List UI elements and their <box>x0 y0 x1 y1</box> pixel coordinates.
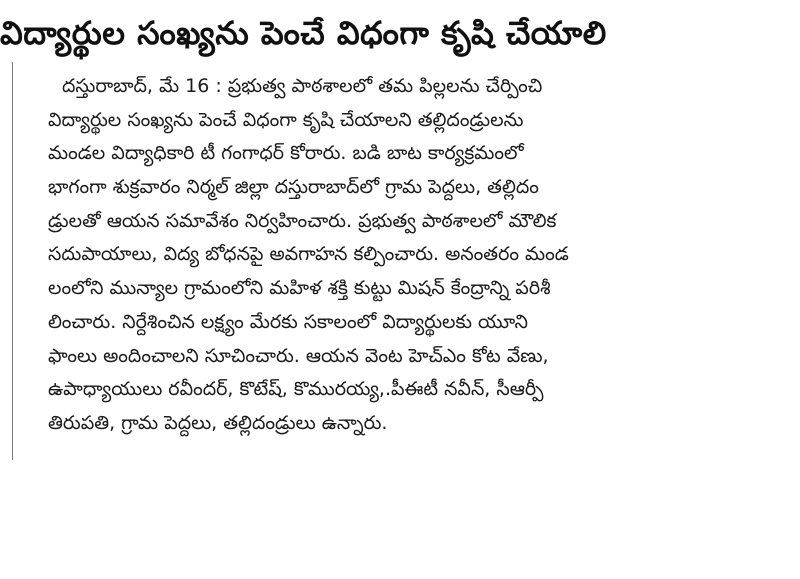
article-headline: విద్యార్థుల సంఖ్యను పెంచే విధంగా కృషి చేయాలి <box>0 14 607 52</box>
column-divider <box>12 62 13 460</box>
body-line-10: ఉపాధ్యాయులు రవీందర్, కొటేష్, కొమురయ్య,.పీఈటీ నవీన్, సీఆర్పీ <box>48 378 544 401</box>
body-line-7: లంలోని మున్యాల గ్రామంలోని మహిళ శక్తి కుట్టు మిషన్ కేంద్రాన్ని పరిశీ <box>48 277 551 300</box>
body-line-9: ఫాంలు అందించాలని సూచించారు. ఆయన వెంట హెచ్ఎం కోట వేణు, <box>48 344 549 367</box>
body-line-8: లించారు. నిర్దేశించిన లక్ష్యం మేరకు సకాలంలో విద్యార్థులకు యూని <box>48 310 528 333</box>
body-line-3: మండల విద్యాధికారి టీ గంగాధర్ కోరారు. బడి బాట కార్యక్రమంలో <box>48 142 524 165</box>
article-body <box>48 70 748 441</box>
body-line-6: సదుపాయాలు, విద్య బోధనపై అవగాహన కల్పించారు. అనంతరం మండ <box>48 243 569 266</box>
body-line-5: డ్రులతో ఆయన సమావేశం నిర్వహించారు. ప్రభుత్వ పాఠశాలలో మౌలిక <box>48 209 557 232</box>
body-line-4: భాగంగా శుక్రవారం నిర్మల్ జిల్లా దస్తురాబాద్‌లో గ్రామ పెద్దలు, తల్లిదం <box>48 176 539 199</box>
body-line-2: విద్యార్థుల సంఖ్యను పెంచే విధంగా కృషి చేయాలని తల్లిదండ్రులను <box>48 108 524 131</box>
body-line-11: తిరుపతి, గ్రామ పెద్దలు, తల్లిదండ్రులు ఉన్నారు. <box>48 411 388 434</box>
body-line-1: దస్తురాబాద్, మే 16 : ప్రభుత్వ పాఠశాలలో తమ పిల్లలను చేర్పించి <box>62 75 543 97</box>
